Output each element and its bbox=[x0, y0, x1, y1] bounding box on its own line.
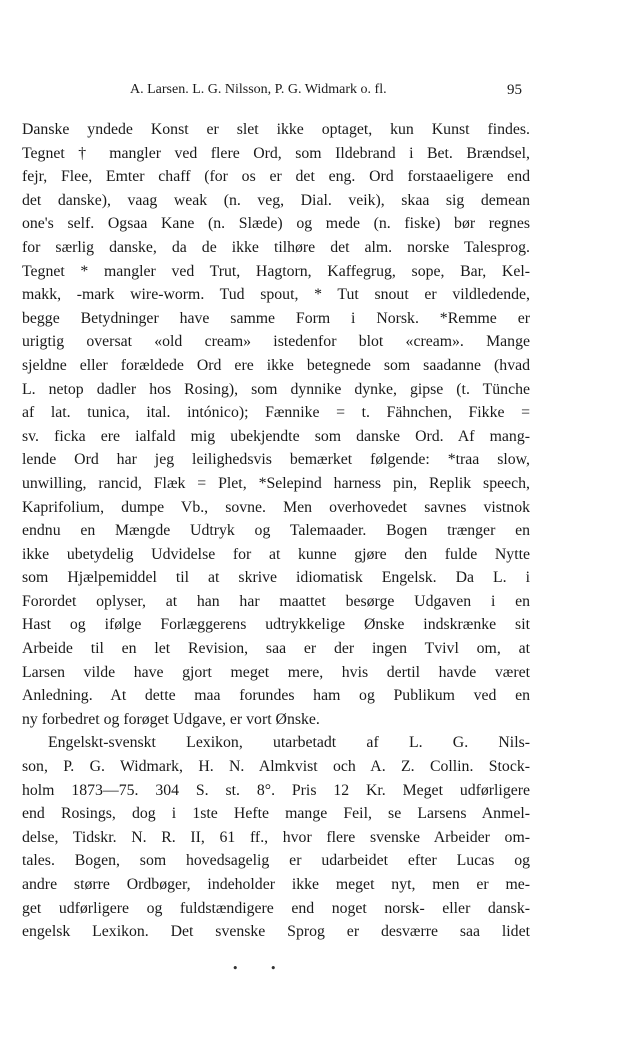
text-line: Kaprifolium, dumpe Vb., sovne. Men overhovedet savnes vistnok bbox=[22, 498, 530, 516]
text-line: andre større Ordbøger, indeholder ikke meget nyt, men er me- bbox=[22, 876, 530, 893]
text-line: get udførligere og fuldstændigere end noget norsk- eller dansk- bbox=[22, 899, 530, 917]
footer-mark: • • bbox=[232, 962, 291, 975]
text-line: lende Ord har jeg leilighedsvis bemærket følgende: *traa slow, bbox=[22, 451, 530, 469]
text-line: unwilling, rancid, Flæk = Plet, *Selepind harness pin, Replik speech, bbox=[22, 474, 530, 492]
text-line: one's self. Ogsaa Kane (n. Slæde) og mede (n. fiske) bør regnes bbox=[22, 215, 530, 233]
text-line: Hast og ifølge Forlæggerens udtrykkelige Ønske indskrænke sit bbox=[22, 616, 530, 634]
text-line: fejr, Flee, Emter chaff (for os er det eng. Ord forstaaeligere end bbox=[22, 168, 530, 186]
page-number: 95 bbox=[507, 82, 522, 98]
text-line: begge Betydninger have samme Form i Norsk. *Remme er bbox=[22, 309, 530, 327]
text-line: sjeldne eller forældede Ord ere ikke betegnede som saadanne (hvad bbox=[22, 356, 530, 374]
text-line: af lat. tunica, ital. intónico); Fænnike = t. Fähnchen, Fikke = bbox=[22, 404, 530, 422]
text-line: Tegnet * mangler ved Trut, Hagtorn, Kaffegrug, sope, Bar, Kel- bbox=[22, 262, 530, 280]
text-line: L. netop dadler hos Rosing), som dynnike dynke, gipse (t. Tünche bbox=[22, 380, 530, 398]
text-line: urigtig oversat «old cream» istedenfor blot «cream». Mange bbox=[22, 333, 530, 351]
text-line: ikke ubetydelig Udvidelse for at kunne gjøre den fulde Nytte bbox=[22, 545, 530, 563]
text-line: for særlig danske, da de ikke tilhøre det alm. norske Talesprog. bbox=[22, 238, 530, 256]
text-line: Danske yndede Konst er slet ikke optaget, kun Kunst findes. bbox=[22, 121, 530, 138]
text-line: ny forbedret og forøget Udgave, er vort Ønske. bbox=[22, 710, 320, 728]
body-text bbox=[22, 118, 530, 944]
text-line: sv. ficka ere ialfald mig ubekjendte som danske Ord. Af mang- bbox=[22, 427, 530, 445]
text-line: Larsen vilde have gjort meget mere, hvis dertil havde været bbox=[22, 663, 530, 681]
text-line: det danske), vaag weak (n. veg, Dial. veik), skaa sig demean bbox=[22, 191, 530, 209]
text-line: endnu en Mængde Udtryk og Talemaader. Bogen trænger en bbox=[22, 522, 530, 540]
text-line: Arbeide til en let Revision, saa er der ingen Tvivl om, at bbox=[22, 640, 530, 658]
text-line: delse, Tidskr. N. R. II, 61 ff., hvor flere svenske Arbeider om- bbox=[22, 828, 530, 846]
text-line: tales. Bogen, som hovedsagelig er udarbeidet efter Lucas og bbox=[22, 852, 530, 870]
text-line: som Hjælpemiddel til at skrive idiomatisk Engelsk. Da L. i bbox=[22, 569, 530, 587]
text-line: engelsk Lexikon. Det svenske Sprog er desværre saa lidet bbox=[22, 923, 530, 941]
text-line: son, P. G. Widmark, H. N. Almkvist och A. Z. Collin. Stock- bbox=[22, 758, 530, 776]
text-line: Forordet oplyser, at han har maattet besørge Udgaven i en bbox=[22, 592, 530, 610]
running-head bbox=[0, 82, 624, 102]
text-line: Tegnet † mangler ved flere Ord, som Ildebrand i Bet. Brændsel, bbox=[22, 144, 530, 162]
text-line: makk, -mark wire-worm. Tud spout, * Tut snout er vildledende, bbox=[22, 286, 530, 304]
running-title: A. Larsen. L. G. Nilsson, P. G. Widmark o. fl. bbox=[130, 82, 387, 97]
text-line: Engelskt-svenskt Lexikon, utarbetadt af L. G. Nils- bbox=[48, 734, 530, 752]
text-line: Anledning. At dette maa forundes ham og Publikum ved en bbox=[22, 687, 530, 705]
text-line: holm 1873—75. 304 S. st. 8°. Pris 12 Kr. Meget udførligere bbox=[22, 781, 530, 799]
text-line: end Rosings, dog i 1ste Hefte mange Feil, se Larsens Anmel- bbox=[22, 805, 530, 823]
